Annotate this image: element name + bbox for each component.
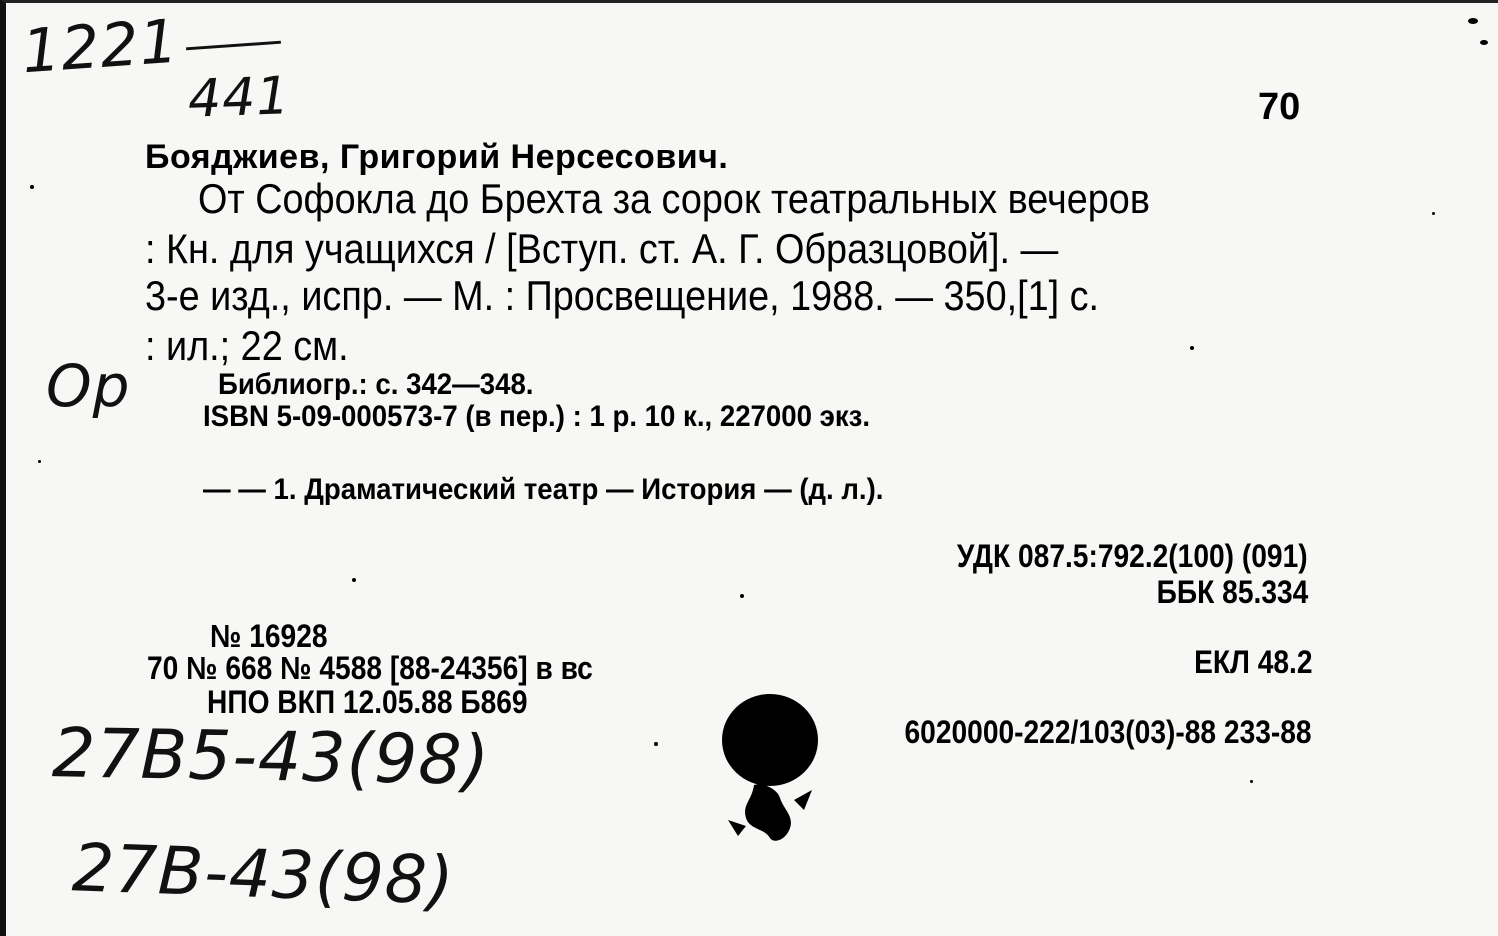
registry-number: № 16928: [210, 618, 328, 654]
subject-heading: — — 1. Драматический театр — История — (д. л.).: [203, 473, 884, 506]
udk-code: УДК 087.5:792.2(100) (091): [957, 538, 1308, 574]
scan-speck: [1190, 346, 1194, 350]
handwritten-top-number: 1221: [19, 6, 181, 88]
handwritten-shelf-mark-2: 27В-43(98): [70, 829, 456, 920]
handwritten-shelf-mark-1: 27В5-43(98): [51, 714, 491, 801]
ekl-code: ЕКЛ 48.2: [1193, 644, 1312, 680]
bbk-code: ББК 85.334: [1156, 574, 1308, 610]
ink-blot-drip: [724, 780, 814, 850]
registry-line: 70 № 668 № 4588 [88-24356] в вс: [147, 650, 593, 686]
scan-speck: [1432, 212, 1435, 215]
scan-speck: [352, 578, 356, 582]
description-line: : Кн. для учащихся / [Вступ. ст. А. Г. Образцовой]. —: [145, 225, 1059, 272]
registry-line: НПО ВКП 12.05.88 Б869: [207, 684, 528, 720]
bibliography-note: Библиогр.: с. 342—348.: [218, 368, 534, 401]
scan-speck: [1468, 18, 1478, 24]
handwritten-side-mark: Ор: [46, 352, 131, 420]
scan-speck: [38, 460, 41, 463]
handwritten-rule: [186, 41, 281, 51]
scan-speck: [740, 594, 744, 598]
handwritten-sub-number: 441: [186, 66, 292, 130]
title-line: От Софокла до Брехта за сорок театральных вечеров: [198, 175, 1150, 222]
isbn-note: ISBN 5-09-000573-7 (в пер.) : 1 р. 10 к., 227000 экз.: [203, 400, 871, 433]
scan-speck: [1480, 40, 1488, 45]
description-line: : ил.; 22 см.: [145, 322, 349, 369]
scan-speck: [654, 742, 658, 746]
author-heading: Бояджиев, Григорий Нерсесович.: [145, 138, 729, 176]
publication-code: 6020000-222/103(03)-88 233-88: [904, 714, 1312, 750]
ink-blot: [722, 694, 818, 786]
scan-speck: [1250, 780, 1253, 783]
scan-speck: [30, 185, 34, 189]
card-number: 70: [1258, 86, 1301, 128]
description-line: 3-е изд., испр. — М. : Просвещение, 1988. — 350,[1] с.: [145, 272, 1100, 319]
